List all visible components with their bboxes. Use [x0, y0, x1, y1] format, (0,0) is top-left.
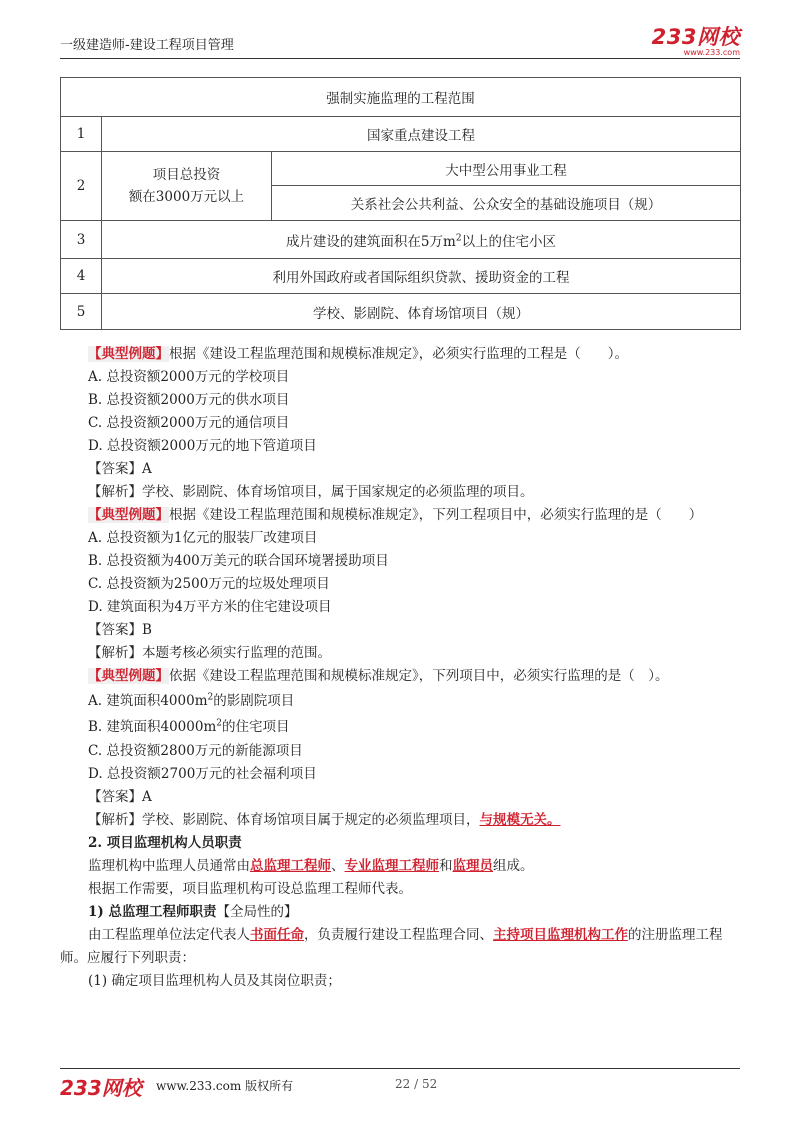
row-subcategory — [102, 152, 272, 221]
highlight: 监理员 — [452, 858, 493, 874]
highlight: 总监理工程师 — [250, 858, 331, 874]
example-tag: 【典型例题】 — [88, 668, 169, 684]
paragraph: 监理机构中监理人员通常由总监理工程师、专业监理工程师和监理员组成。 — [88, 858, 534, 874]
row-number: 4 — [61, 259, 102, 294]
option: D. 建筑面积为4万平方米的住宅建设项目 — [88, 599, 332, 615]
row-text: 利用外国政府或者国际组织贷款、援助资金的工程 — [102, 259, 741, 294]
subcategory-line: 额在3000万元以上 — [128, 189, 245, 205]
option: C. 总投资额2800万元的新能源项目 — [88, 743, 303, 759]
analysis: 【解析】本题考核必须实行监理的范围。 — [88, 645, 331, 661]
table-row — [61, 259, 741, 294]
logo-url: www.233.com — [683, 48, 740, 57]
option: D. 总投资额2700万元的社会福利项目 — [88, 766, 317, 782]
highlight: 专业监理工程师 — [344, 858, 439, 874]
option: C. 总投资额为2500万元的垃圾处理项目 — [88, 576, 330, 592]
paragraph: 由工程监理单位法定代表人书面任命，负责履行建设工程监理合同、主持项目监理机构工作的注册监理工程师。应履行下列职责： — [60, 927, 723, 966]
supervision-scope-table — [60, 77, 741, 330]
answer: 【答案】A — [88, 461, 152, 477]
row-item: 大中型公用事业工程 — [272, 152, 741, 186]
option: B. 建筑面积$40000m^2$的住宅项目 — [88, 718, 290, 735]
example-tag: 【典型例题】 — [88, 346, 169, 362]
copyright-text: www.233.com 版权所有 — [156, 1079, 294, 1093]
analysis: 【解析】学校、影剧院、体育场馆项目，属于国家规定的必须监理的项目。 — [88, 484, 534, 500]
option: A. 总投资额为1亿元的服装厂改建项目 — [88, 530, 318, 546]
example-tag: 【典型例题】 — [88, 507, 169, 523]
row-item: 关系社会公共利益、公众安全的基础设施项目（规） — [272, 186, 741, 221]
page-number: 22 / 52 — [395, 1077, 438, 1091]
question-stem: 【典型例题】根据《建设工程监理范围和规模标准规定》，下列工程项目中，必须实行监理的是（ ） — [88, 507, 703, 523]
table-title: 强制实施监理的工程范围 — [61, 78, 741, 117]
list-item: (1) 确定项目监理机构人员及其岗位职责； — [88, 973, 341, 989]
analysis: 【解析】学校、影剧院、体育场馆项目属于规定的必须监理项目，与规模无关。 — [88, 812, 561, 828]
document-body — [60, 343, 740, 993]
option: B. 总投资额为400万美元的联合国环境署援助项目 — [88, 553, 389, 569]
paragraph: 根据工作需要，项目监理机构可设总监理工程师代表。 — [88, 881, 412, 897]
option: A. 建筑面积$4000m^2$的影剧院项目 — [88, 692, 295, 709]
row-number: 5 — [61, 294, 102, 330]
footer-logo[interactable]: 233网校 — [60, 1076, 142, 1100]
option: B. 总投资额2000万元的供水项目 — [88, 392, 290, 408]
highlight: 主持项目监理机构工作 — [493, 927, 628, 943]
row-text: 成片建设的建筑面积在5万$m^2$以上的住宅小区 — [102, 221, 741, 259]
row-number: 3 — [61, 221, 102, 259]
footer-divider — [60, 1068, 740, 1069]
question-stem: 【典型例题】依据《建设工程监理范围和规模标准规定》，下列项目中，必须实行监理的是（ ）。 — [88, 668, 669, 684]
subcategory-line: 项目总投资 — [152, 167, 221, 183]
header-title: 一级建造师-建设工程项目管理 — [60, 38, 234, 53]
row-text: 学校、影剧院、体育场馆项目（规） — [102, 294, 741, 330]
answer: 【答案】A — [88, 789, 152, 805]
table-row — [61, 117, 741, 152]
highlight: 与规模无关。 — [479, 812, 561, 828]
option: C. 总投资额2000万元的通信项目 — [88, 415, 290, 431]
row-number: 2 — [61, 152, 102, 221]
page-header — [60, 26, 740, 58]
page-footer — [60, 1072, 740, 1098]
table-row — [61, 294, 741, 330]
highlight: 书面任命 — [250, 927, 304, 943]
option: A. 总投资额2000万元的学校项目 — [88, 369, 290, 385]
logo-text: 233网校 — [651, 25, 740, 49]
brand-logo[interactable] — [652, 26, 740, 57]
section-heading: 2. 项目监理机构人员职责 — [88, 835, 242, 851]
answer: 【答案】B — [88, 622, 152, 638]
header-divider — [60, 58, 740, 59]
sub-heading: 1) 总监理工程师职责【全局性的】 — [88, 904, 298, 920]
question-stem: 【典型例题】根据《建设工程监理范围和规模标准规定》，必须实行监理的工程是（ ）。 — [88, 346, 628, 362]
option: D. 总投资额2000万元的地下管道项目 — [88, 438, 317, 454]
table-row — [61, 221, 741, 259]
row-text: 国家重点建设工程 — [102, 117, 741, 152]
row-number: 1 — [61, 117, 102, 152]
table-row — [61, 152, 741, 186]
